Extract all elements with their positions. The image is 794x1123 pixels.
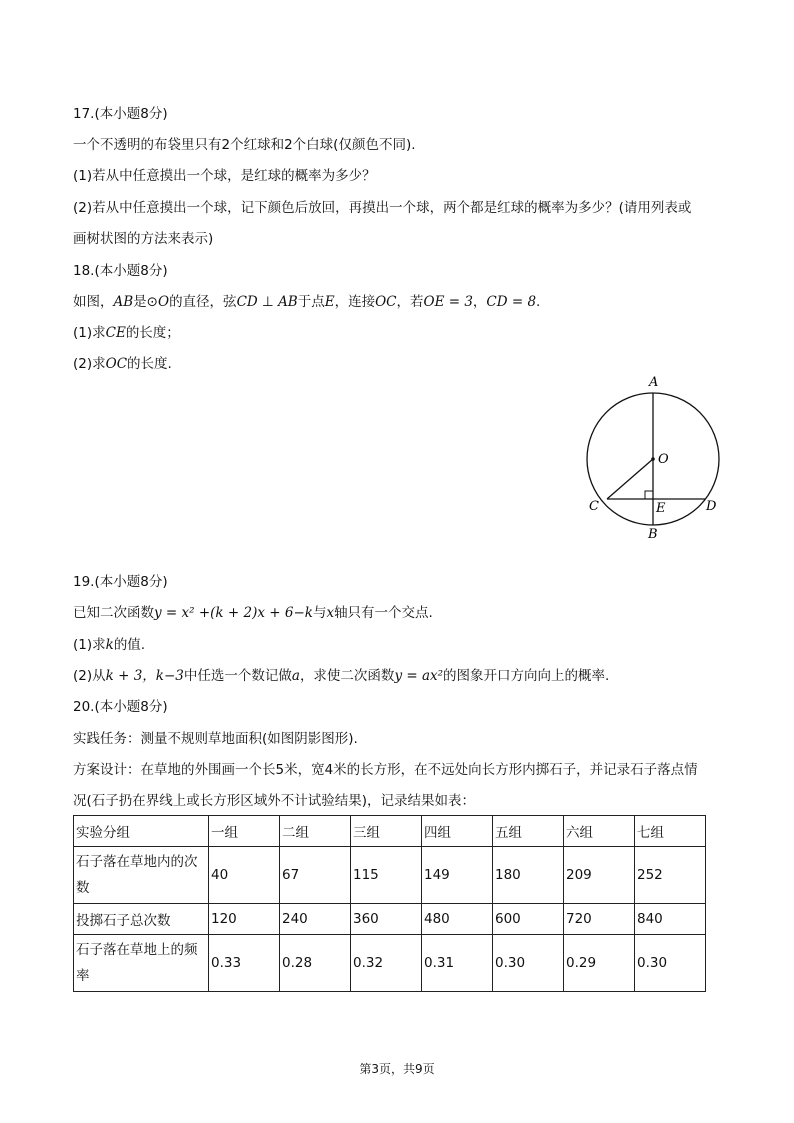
table-header-row xyxy=(74,816,706,847)
q17-stem: 一个不透明的布袋里只有2个红球和2个白球(仅颜色不同). xyxy=(73,137,416,153)
table-cell: 209 xyxy=(564,847,635,904)
table-cell: 840 xyxy=(635,904,706,935)
table-header-cell: 实验分组 xyxy=(74,816,209,847)
table-cell: 0.30 xyxy=(493,935,564,992)
q19-stem: 已知二次函数y = x² +(k + 2)x + 6−k与x轴只有一个交点. xyxy=(73,605,433,621)
q17-part2-line1: (2)若从中任意摸出一个球，记下颜色后放回，再摸出一个球，两个都是红球的概率为多少？(请用列表或 xyxy=(73,200,692,216)
q18-stem: 如图，AB是⊙O的直径，弦CD ⊥ AB于点E，连接OC，若OE = 3，CD = 8. xyxy=(73,294,541,310)
q17-part1: (1)若从中任意摸出一个球，是红球的概率为多少？ xyxy=(73,168,376,184)
table-cell: 0.31 xyxy=(422,935,493,992)
q20-heading: 20.(本小题8分) xyxy=(73,699,168,715)
q18-part2: (2)求OC的长度. xyxy=(73,356,172,372)
table-cell: 0.32 xyxy=(351,935,422,992)
q20-design-line1: 方案设计：在草地的外围画一个长5米，宽4米的长方形，在不远处向长方形内掷石子，并记录石子落点情 xyxy=(73,762,698,778)
label-a: A xyxy=(649,375,659,390)
q17-heading: 17.(本小题8分) xyxy=(73,106,168,122)
table-cell: 720 xyxy=(564,904,635,935)
table-row xyxy=(74,904,706,935)
table-cell: 0.30 xyxy=(635,935,706,992)
table-header-cell: 一组 xyxy=(209,816,280,847)
table-cell: 252 xyxy=(635,847,706,904)
label-o: O xyxy=(658,452,669,467)
segment-oc xyxy=(607,459,653,499)
table-cell: 0.33 xyxy=(209,935,280,992)
table-cell: 0.29 xyxy=(564,935,635,992)
row-label: 石子落在草地内的次数 xyxy=(74,847,209,904)
table-header-cell: 六组 xyxy=(564,816,635,847)
table-row xyxy=(74,847,706,904)
table-cell: 115 xyxy=(351,847,422,904)
center-point xyxy=(651,457,655,461)
table-cell: 40 xyxy=(209,847,280,904)
table-cell: 240 xyxy=(280,904,351,935)
table-cell: 480 xyxy=(422,904,493,935)
table-header-cell: 四组 xyxy=(422,816,493,847)
table-header-cell: 二组 xyxy=(280,816,351,847)
q19-heading: 19.(本小题8分) xyxy=(73,574,168,590)
table-cell: 149 xyxy=(422,847,493,904)
q18-heading: 18.(本小题8分) xyxy=(73,263,168,279)
q19-part1: (1)求k的值. xyxy=(73,637,146,653)
table-cell: 0.28 xyxy=(280,935,351,992)
table-cell: 180 xyxy=(493,847,564,904)
table-header-cell: 五组 xyxy=(493,816,564,847)
table-row xyxy=(74,935,706,992)
right-angle-mark xyxy=(645,491,653,499)
row-label: 投掷石子总次数 xyxy=(74,904,209,935)
label-b: B xyxy=(648,527,658,542)
table-cell: 120 xyxy=(209,904,280,935)
row-label: 石子落在草地上的频率 xyxy=(74,935,209,992)
q20-design-line2: 况(石子扔在界线上或长方形区域外不计试验结果)，记录结果如表： xyxy=(73,793,476,809)
page-footer: 第3页，共9页 xyxy=(359,1062,435,1076)
q19-part2: (2)从k + 3，k−3中任选一个数记做a，求使二次函数y = ax²的图象开口方向向上的概率. xyxy=(73,668,610,684)
q17-part2-line2: 画树状图的方法来表示) xyxy=(73,231,214,247)
q20-task: 实践任务：测量不规则草地面积(如图阴影图形). xyxy=(73,731,358,747)
label-c: C xyxy=(589,499,599,514)
table-cell: 67 xyxy=(280,847,351,904)
table-header-cell: 七组 xyxy=(635,816,706,847)
label-e: E xyxy=(656,501,666,516)
table-header-cell: 三组 xyxy=(351,816,422,847)
results-table xyxy=(73,815,706,992)
q18-part1: (1)求CE的长度； xyxy=(73,325,180,341)
table-cell: 600 xyxy=(493,904,564,935)
table-cell: 360 xyxy=(351,904,422,935)
circle-figure xyxy=(575,370,735,545)
label-d: D xyxy=(706,499,717,514)
